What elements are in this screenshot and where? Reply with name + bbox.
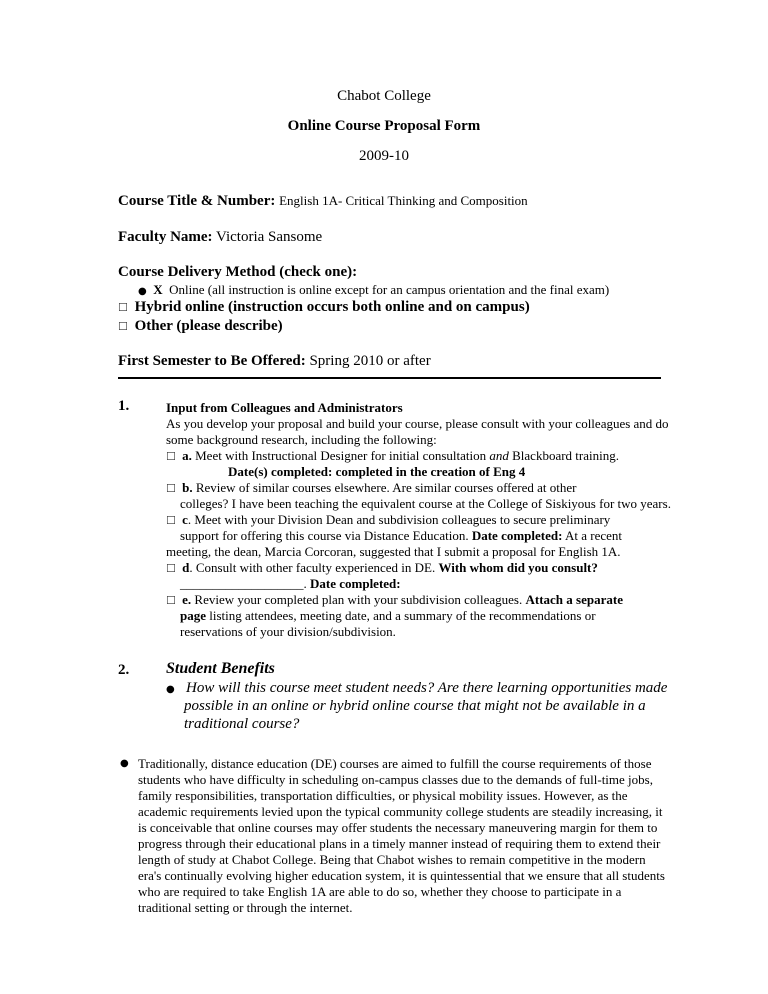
item-e bbox=[166, 592, 623, 608]
filled-bullet-icon: ● bbox=[138, 286, 147, 297]
course-title-label: Course Title & Number: bbox=[118, 193, 276, 209]
item-b bbox=[166, 480, 576, 496]
item-c-text-2-end: At a recent bbox=[564, 528, 623, 543]
section-2-question-line-3: traditional course? bbox=[184, 716, 300, 732]
item-e-text-3: reservations of your division/subdivision. bbox=[180, 624, 396, 639]
delivery-other-option bbox=[118, 318, 283, 335]
item-e-text-2: listing attendees, meeting date, and a summary of the recommendations or bbox=[209, 608, 596, 623]
item-c-letter: c bbox=[182, 512, 188, 527]
checkbox-icon: ☐ bbox=[166, 450, 176, 463]
checkbox-icon: ☐ bbox=[118, 320, 128, 333]
item-e-line-2 bbox=[180, 608, 596, 624]
section-2-question-line-1: How will this course meet student needs? Are there learning opportunities made bbox=[185, 680, 668, 696]
item-d-completed: Date completed: bbox=[310, 576, 401, 591]
item-e-page: page bbox=[180, 608, 206, 623]
item-c-completed-label: Date completed: bbox=[471, 528, 563, 543]
item-a-and: and bbox=[489, 448, 509, 463]
item-d-question: With whom did you consult? bbox=[438, 560, 598, 575]
item-a-text-end: Blackboard training. bbox=[512, 448, 619, 463]
answer-line: length of study at Chabot College. Being that Chabot wishes to remain competitive in the modern bbox=[138, 852, 646, 867]
bullet-icon: ● bbox=[120, 758, 129, 769]
delivery-hybrid-text: Hybrid online (instruction occurs both online and on campus) bbox=[134, 299, 530, 315]
item-a-letter: a. bbox=[182, 448, 192, 463]
semester-value: Spring 2010 or after bbox=[309, 353, 431, 369]
delivery-other-text: Other (please describe) bbox=[134, 318, 283, 334]
answer-line: who are required to take English 1A are able to do so, whether they choose to participate in a bbox=[138, 884, 622, 899]
item-b-text-2: colleges? I have been teaching the equivalent course at the College of Siskiyous for two years. bbox=[180, 496, 671, 511]
form-title: Online Course Proposal Form bbox=[287, 118, 481, 134]
checkbox-icon: ☐ bbox=[166, 482, 176, 495]
item-c bbox=[166, 512, 610, 528]
faculty-value: Victoria Sansome bbox=[216, 229, 323, 245]
delivery-hybrid-option bbox=[118, 299, 530, 316]
item-a bbox=[166, 448, 619, 464]
item-b-text-1: Review of similar courses elsewhere. Are similar courses offered at other bbox=[195, 480, 577, 495]
checkbox-icon: ☐ bbox=[166, 514, 176, 527]
section-1-intro-line-1: As you develop your proposal and build your course, please consult with your colleagues and do bbox=[166, 416, 669, 431]
section-2-question bbox=[166, 680, 667, 697]
item-d-blank: ___________________. bbox=[180, 576, 307, 591]
delivery-online-option bbox=[138, 282, 609, 298]
checkbox-icon: ☐ bbox=[118, 301, 128, 314]
section-1-number: 1. bbox=[118, 398, 130, 414]
item-b-letter: b. bbox=[182, 480, 193, 495]
answer-line: Traditionally, distance education (DE) courses are aimed to fulfill the course requirements of those bbox=[138, 756, 652, 771]
course-title-field bbox=[118, 193, 528, 210]
item-c-line-2 bbox=[180, 528, 622, 544]
section-2-question-line-2: possible in an online or hybrid online course that might not be available in a bbox=[184, 698, 646, 714]
delivery-label: Course Delivery Method (check one): bbox=[118, 264, 358, 280]
semester-label: First Semester to Be Offered: bbox=[118, 353, 306, 369]
item-c-text-1: . Meet with your Division Dean and subdivision colleagues to secure preliminary bbox=[187, 512, 611, 527]
online-check-mark: X bbox=[153, 282, 163, 297]
item-d-line-2 bbox=[180, 576, 401, 592]
bullet-icon: ● bbox=[166, 684, 175, 695]
course-title-value: English 1A- Critical Thinking and Composition bbox=[279, 193, 528, 208]
faculty-field bbox=[118, 229, 322, 246]
item-d-text: . Consult with other faculty experienced in DE. bbox=[189, 560, 436, 575]
answer-line: students who have difficulty in scheduling on-campus classes due to the demands of full-time jobs, bbox=[138, 772, 653, 787]
item-d bbox=[166, 560, 598, 576]
horizontal-divider bbox=[118, 377, 661, 379]
item-e-text-1: Review your completed plan with your subdivision colleagues. bbox=[194, 592, 523, 607]
section-1-title: Input from Colleagues and Administrators bbox=[166, 400, 403, 415]
item-e-attach: Attach a separate bbox=[525, 592, 623, 607]
answer-line: academic requirements levied upon the typical community college students are steadily increasing, it bbox=[138, 804, 663, 819]
form-year: 2009-10 bbox=[359, 148, 409, 164]
item-e-letter: e. bbox=[182, 592, 192, 607]
item-c-text-2: support for offering this course via Distance Education. bbox=[180, 528, 469, 543]
item-c-text-3: meeting, the dean, Marcia Corcoran, suggested that I submit a proposal for English 1A. bbox=[166, 544, 621, 559]
section-2-number: 2. bbox=[118, 662, 130, 678]
item-a-completed: Date(s) completed: completed in the creation of Eng 4 bbox=[228, 464, 526, 479]
item-a-text: Meet with Instructional Designer for initial consultation bbox=[195, 448, 487, 463]
answer-line: traditional setting or through the internet. bbox=[138, 900, 353, 915]
section-2-title: Student Benefits bbox=[166, 660, 275, 677]
answer-line: family responsibilities, transportation difficulties, or physical mobility issues. However, as the bbox=[138, 788, 628, 803]
faculty-label: Faculty Name: bbox=[118, 229, 213, 245]
semester-field bbox=[118, 353, 431, 370]
answer-line: is conceivable that online courses may offer students the necessary maneuvering margin for them to bbox=[138, 820, 658, 835]
college-name: Chabot College bbox=[337, 88, 431, 104]
checkbox-icon: ☐ bbox=[166, 562, 176, 575]
delivery-online-text: Online (all instruction is online except for an campus orientation and the final exam) bbox=[169, 282, 610, 297]
answer-line: progress through their educational plans in a timely manner instead of requiring them to extend their bbox=[138, 836, 661, 851]
section-1-intro-line-2: some background research, including the following: bbox=[166, 432, 437, 447]
section-2-answer bbox=[138, 756, 665, 916]
answer-line: era's continually evolving higher education system, it is quintessential that we ensure that all students bbox=[138, 868, 665, 883]
item-d-letter: d bbox=[182, 560, 190, 575]
checkbox-icon: ☐ bbox=[166, 594, 176, 607]
